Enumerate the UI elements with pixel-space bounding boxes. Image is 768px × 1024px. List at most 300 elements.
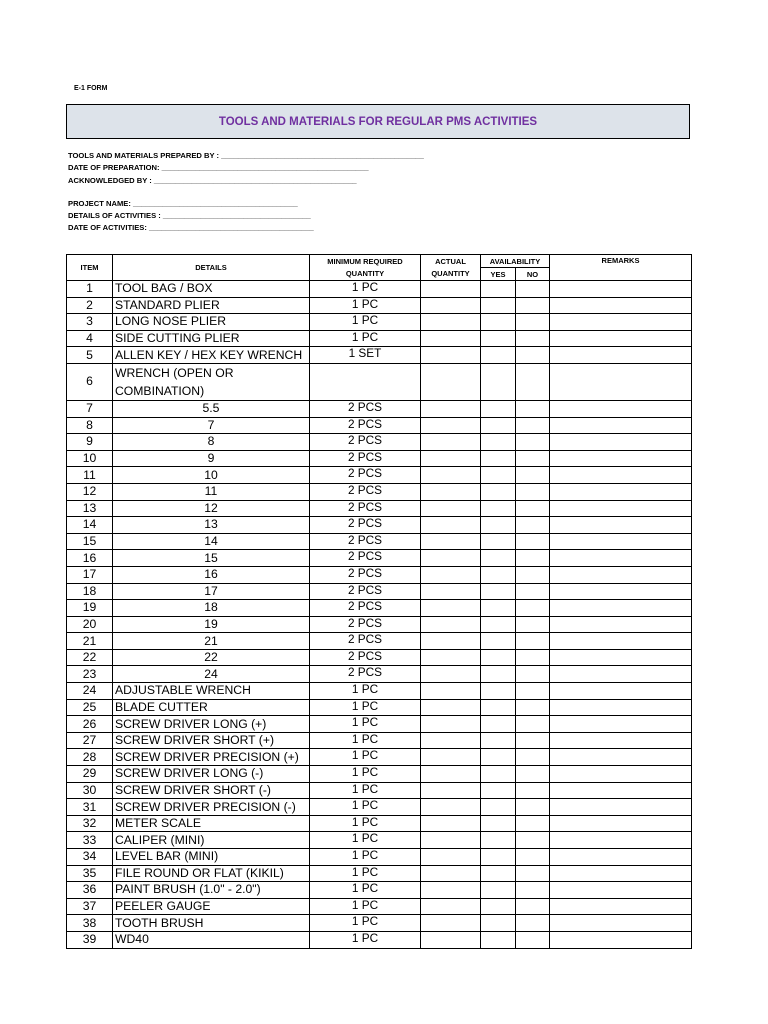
item-number-cell: 13 [67, 500, 113, 517]
item-number-cell: 16 [67, 550, 113, 567]
availability-no-cell[interactable] [516, 832, 550, 849]
header-remarks: REMARKS [550, 255, 692, 281]
details-cell: SCREW DRIVER SHORT (+) [113, 732, 310, 749]
availability-yes-cell[interactable] [481, 633, 516, 650]
actual-qty-cell[interactable] [421, 363, 481, 400]
availability-no-cell[interactable] [516, 483, 550, 500]
availability-no-cell[interactable] [516, 915, 550, 932]
availability-no-cell[interactable] [516, 766, 550, 783]
details-cell: WRENCH (OPEN OR COMBINATION) [113, 363, 310, 400]
availability-no-cell[interactable] [516, 297, 550, 314]
project-name-field[interactable]: PROJECT NAME: _______________________________________ [68, 199, 298, 208]
table-row [67, 799, 692, 816]
item-number-cell: 12 [67, 483, 113, 500]
availability-no-cell[interactable] [516, 882, 550, 899]
availability-yes-cell[interactable] [481, 467, 516, 484]
details-cell: PEELER GAUGE [113, 898, 310, 915]
min-qty-cell: 1 PC [310, 849, 421, 866]
item-number-cell: 7 [67, 400, 113, 417]
table-row [67, 550, 692, 567]
min-qty-cell: 1 PC [310, 732, 421, 749]
date-of-activities-field[interactable]: DATE OF ACTIVITIES: _______________________________________ [68, 223, 314, 232]
remarks-cell[interactable] [550, 434, 692, 451]
remarks-cell[interactable] [550, 400, 692, 417]
table-row [67, 898, 692, 915]
availability-no-cell[interactable] [516, 417, 550, 434]
remarks-cell[interactable] [550, 749, 692, 766]
min-qty-cell: 2 PCS [310, 583, 421, 600]
item-number-cell: 30 [67, 782, 113, 799]
details-cell: 19 [113, 616, 310, 633]
remarks-cell[interactable] [550, 314, 692, 331]
availability-yes-cell[interactable] [481, 330, 516, 347]
availability-no-cell[interactable] [516, 434, 550, 451]
details-cell: PAINT BRUSH (1.0" - 2.0") [113, 882, 310, 899]
table-row [67, 815, 692, 832]
details-cell: 10 [113, 467, 310, 484]
acknowledged-by-field[interactable]: ACKNOWLEDGED BY : ________________________________________________ [68, 176, 357, 185]
item-number-cell: 37 [67, 898, 113, 915]
remarks-cell[interactable] [550, 330, 692, 347]
actual-qty-cell[interactable] [421, 782, 481, 799]
actual-qty-cell[interactable] [421, 666, 481, 683]
table-row [67, 500, 692, 517]
header-yes: YES [481, 268, 516, 281]
availability-no-cell[interactable] [516, 400, 550, 417]
remarks-cell[interactable] [550, 533, 692, 550]
min-qty-cell: 1 PC [310, 314, 421, 331]
availability-yes-cell[interactable] [481, 666, 516, 683]
actual-qty-cell[interactable] [421, 766, 481, 783]
min-qty-cell: 2 PCS [310, 517, 421, 534]
details-cell: SCREW DRIVER LONG (-) [113, 766, 310, 783]
header-availability: AVAILABILITY [481, 255, 550, 268]
details-cell: 11 [113, 483, 310, 500]
remarks-cell[interactable] [550, 915, 692, 932]
actual-qty-cell[interactable] [421, 500, 481, 517]
availability-yes-cell[interactable] [481, 815, 516, 832]
availability-no-cell[interactable] [516, 347, 550, 364]
details-cell: 9 [113, 450, 310, 467]
min-qty-cell: 2 PCS [310, 550, 421, 567]
remarks-cell[interactable] [550, 865, 692, 882]
availability-yes-cell[interactable] [481, 363, 516, 400]
item-number-cell: 32 [67, 815, 113, 832]
min-qty-cell: 1 PC [310, 281, 421, 298]
availability-no-cell[interactable] [516, 865, 550, 882]
availability-no-cell[interactable] [516, 749, 550, 766]
availability-no-cell[interactable] [516, 616, 550, 633]
availability-yes-cell[interactable] [481, 898, 516, 915]
details-cell: SCREW DRIVER SHORT (-) [113, 782, 310, 799]
actual-qty-cell[interactable] [421, 517, 481, 534]
item-number-cell: 4 [67, 330, 113, 347]
availability-no-cell[interactable] [516, 849, 550, 866]
availability-no-cell[interactable] [516, 566, 550, 583]
availability-no-cell[interactable] [516, 716, 550, 733]
availability-no-cell[interactable] [516, 450, 550, 467]
item-number-cell: 2 [67, 297, 113, 314]
form-code: E-1 FORM [74, 85, 108, 92]
header-min-qty: MINIMUM REQUIRED QUANTITY [310, 255, 421, 281]
availability-yes-cell[interactable] [481, 517, 516, 534]
availability-no-cell[interactable] [516, 699, 550, 716]
actual-qty-cell[interactable] [421, 566, 481, 583]
table-row [67, 699, 692, 716]
item-number-cell: 25 [67, 699, 113, 716]
availability-yes-cell[interactable] [481, 732, 516, 749]
details-cell: ALLEN KEY / HEX KEY WRENCH [113, 347, 310, 364]
remarks-cell[interactable] [550, 347, 692, 364]
min-qty-cell: 1 PC [310, 330, 421, 347]
actual-qty-cell[interactable] [421, 699, 481, 716]
actual-qty-cell[interactable] [421, 882, 481, 899]
details-cell: ADJUSTABLE WRENCH [113, 683, 310, 700]
availability-no-cell[interactable] [516, 683, 550, 700]
item-number-cell: 36 [67, 882, 113, 899]
availability-yes-cell[interactable] [481, 297, 516, 314]
item-number-cell: 29 [67, 766, 113, 783]
header-details: DETAILS [113, 255, 310, 281]
availability-no-cell[interactable] [516, 533, 550, 550]
min-qty-cell: 1 PC [310, 699, 421, 716]
remarks-cell[interactable] [550, 699, 692, 716]
remarks-cell[interactable] [550, 832, 692, 849]
details-cell: 24 [113, 666, 310, 683]
min-qty-cell: 2 PCS [310, 483, 421, 500]
min-qty-cell: 2 PCS [310, 450, 421, 467]
table-row [67, 400, 692, 417]
table-row [67, 347, 692, 364]
item-number-cell: 22 [67, 649, 113, 666]
availability-no-cell[interactable] [516, 931, 550, 948]
availability-yes-cell[interactable] [481, 616, 516, 633]
availability-yes-cell[interactable] [481, 533, 516, 550]
item-number-cell: 11 [67, 467, 113, 484]
min-qty-cell: 1 SET [310, 347, 421, 364]
header-item: ITEM [67, 255, 113, 281]
actual-qty-cell[interactable] [421, 915, 481, 932]
item-number-cell: 14 [67, 517, 113, 534]
details-cell: SIDE CUTTING PLIER [113, 330, 310, 347]
table-row [67, 483, 692, 500]
remarks-cell[interactable] [550, 450, 692, 467]
details-cell: 12 [113, 500, 310, 517]
item-number-cell: 18 [67, 583, 113, 600]
details-cell: 14 [113, 533, 310, 550]
details-cell: SCREW DRIVER LONG (+) [113, 716, 310, 733]
details-cell: 8 [113, 434, 310, 451]
actual-qty-cell[interactable] [421, 467, 481, 484]
remarks-cell[interactable] [550, 616, 692, 633]
actual-qty-cell[interactable] [421, 400, 481, 417]
item-number-cell: 26 [67, 716, 113, 733]
remarks-cell[interactable] [550, 467, 692, 484]
min-qty-cell: 1 PC [310, 865, 421, 882]
min-qty-cell: 2 PCS [310, 616, 421, 633]
actual-qty-cell[interactable] [421, 483, 481, 500]
min-qty-cell: 2 PCS [310, 566, 421, 583]
details-cell: 16 [113, 566, 310, 583]
min-qty-cell [310, 363, 421, 400]
remarks-cell[interactable] [550, 649, 692, 666]
remarks-cell[interactable] [550, 716, 692, 733]
availability-yes-cell[interactable] [481, 583, 516, 600]
details-cell: TOOL BAG / BOX [113, 281, 310, 298]
actual-qty-cell[interactable] [421, 450, 481, 467]
availability-yes-cell[interactable] [481, 566, 516, 583]
actual-qty-cell[interactable] [421, 749, 481, 766]
availability-no-cell[interactable] [516, 281, 550, 298]
availability-yes-cell[interactable] [481, 550, 516, 567]
details-cell: 13 [113, 517, 310, 534]
table-row [67, 434, 692, 451]
availability-yes-cell[interactable] [481, 314, 516, 331]
remarks-cell[interactable] [550, 297, 692, 314]
min-qty-cell: 1 PC [310, 716, 421, 733]
availability-no-cell[interactable] [516, 314, 550, 331]
actual-qty-cell[interactable] [421, 281, 481, 298]
item-number-cell: 23 [67, 666, 113, 683]
availability-yes-cell[interactable] [481, 799, 516, 816]
min-qty-cell: 1 PC [310, 683, 421, 700]
table-row [67, 666, 692, 683]
availability-yes-cell[interactable] [481, 882, 516, 899]
availability-yes-cell[interactable] [481, 500, 516, 517]
actual-qty-cell[interactable] [421, 434, 481, 451]
min-qty-cell: 1 PC [310, 832, 421, 849]
availability-yes-cell[interactable] [481, 931, 516, 948]
actual-qty-cell[interactable] [421, 297, 481, 314]
availability-no-cell[interactable] [516, 600, 550, 617]
table-row [67, 281, 692, 298]
remarks-cell[interactable] [550, 417, 692, 434]
remarks-cell[interactable] [550, 583, 692, 600]
min-qty-cell: 2 PCS [310, 600, 421, 617]
min-qty-cell: 1 PC [310, 815, 421, 832]
details-cell: 22 [113, 649, 310, 666]
min-qty-cell: 1 PC [310, 749, 421, 766]
actual-qty-cell[interactable] [421, 330, 481, 347]
availability-yes-cell[interactable] [481, 483, 516, 500]
availability-no-cell[interactable] [516, 550, 550, 567]
table-row [67, 633, 692, 650]
item-number-cell: 28 [67, 749, 113, 766]
remarks-cell[interactable] [550, 799, 692, 816]
actual-qty-cell[interactable] [421, 832, 481, 849]
item-number-cell: 1 [67, 281, 113, 298]
availability-yes-cell[interactable] [481, 400, 516, 417]
actual-qty-cell[interactable] [421, 799, 481, 816]
availability-yes-cell[interactable] [481, 450, 516, 467]
remarks-cell[interactable] [550, 766, 692, 783]
item-number-cell: 24 [67, 683, 113, 700]
availability-no-cell[interactable] [516, 500, 550, 517]
actual-qty-cell[interactable] [421, 649, 481, 666]
details-cell: 17 [113, 583, 310, 600]
availability-yes-cell[interactable] [481, 766, 516, 783]
remarks-cell[interactable] [550, 550, 692, 567]
availability-no-cell[interactable] [516, 330, 550, 347]
actual-qty-cell[interactable] [421, 931, 481, 948]
availability-yes-cell[interactable] [481, 849, 516, 866]
actual-qty-cell[interactable] [421, 533, 481, 550]
availability-yes-cell[interactable] [481, 749, 516, 766]
table-row [67, 931, 692, 948]
availability-no-cell[interactable] [516, 467, 550, 484]
min-qty-cell: 1 PC [310, 915, 421, 932]
min-qty-cell: 2 PCS [310, 467, 421, 484]
header-actual-qty: ACTUAL QUANTITY [421, 255, 481, 281]
table-row [67, 450, 692, 467]
availability-no-cell[interactable] [516, 649, 550, 666]
availability-yes-cell[interactable] [481, 347, 516, 364]
details-cell: BLADE CUTTER [113, 699, 310, 716]
item-number-cell: 34 [67, 849, 113, 866]
actual-qty-cell[interactable] [421, 716, 481, 733]
remarks-cell[interactable] [550, 683, 692, 700]
details-of-activities-field[interactable]: DETAILS OF ACTIVITIES : ___________________________________ [68, 211, 311, 220]
actual-qty-cell[interactable] [421, 616, 481, 633]
actual-qty-cell[interactable] [421, 314, 481, 331]
item-number-cell: 19 [67, 600, 113, 617]
remarks-cell[interactable] [550, 931, 692, 948]
remarks-cell[interactable] [550, 882, 692, 899]
remarks-cell[interactable] [550, 483, 692, 500]
form-title: TOOLS AND MATERIALS FOR REGULAR PMS ACTIVITIES [218, 115, 538, 128]
min-qty-cell: 1 PC [310, 931, 421, 948]
table-row [67, 583, 692, 600]
details-cell: TOOTH BRUSH [113, 915, 310, 932]
actual-qty-cell[interactable] [421, 898, 481, 915]
actual-qty-cell[interactable] [421, 417, 481, 434]
availability-yes-cell[interactable] [481, 683, 516, 700]
min-qty-cell: 2 PCS [310, 417, 421, 434]
remarks-cell[interactable] [550, 898, 692, 915]
table-row [67, 566, 692, 583]
availability-yes-cell[interactable] [481, 417, 516, 434]
table-row [67, 732, 692, 749]
availability-yes-cell[interactable] [481, 699, 516, 716]
availability-yes-cell[interactable] [481, 281, 516, 298]
availability-no-cell[interactable] [516, 363, 550, 400]
min-qty-cell: 2 PCS [310, 666, 421, 683]
details-cell: LONG NOSE PLIER [113, 314, 310, 331]
table-row [67, 616, 692, 633]
table-row [67, 417, 692, 434]
details-cell: 5.5 [113, 400, 310, 417]
item-number-cell: 17 [67, 566, 113, 583]
date-of-preparation-field[interactable]: DATE OF PREPARATION: _________________________________________________ [68, 163, 369, 172]
availability-no-cell[interactable] [516, 799, 550, 816]
details-cell: SCREW DRIVER PRECISION (+) [113, 749, 310, 766]
availability-yes-cell[interactable] [481, 832, 516, 849]
prepared-by-field[interactable]: TOOLS AND MATERIALS PREPARED BY : ________________________________________________ [68, 151, 424, 160]
availability-no-cell[interactable] [516, 583, 550, 600]
remarks-cell[interactable] [550, 517, 692, 534]
availability-yes-cell[interactable] [481, 434, 516, 451]
table-row [67, 330, 692, 347]
actual-qty-cell[interactable] [421, 633, 481, 650]
actual-qty-cell[interactable] [421, 550, 481, 567]
table-row [67, 832, 692, 849]
availability-no-cell[interactable] [516, 666, 550, 683]
item-number-cell: 6 [67, 363, 113, 400]
min-qty-cell: 1 PC [310, 766, 421, 783]
remarks-cell[interactable] [550, 566, 692, 583]
actual-qty-cell[interactable] [421, 583, 481, 600]
availability-yes-cell[interactable] [481, 600, 516, 617]
details-cell: 15 [113, 550, 310, 567]
remarks-cell[interactable] [550, 732, 692, 749]
min-qty-cell: 2 PCS [310, 633, 421, 650]
min-qty-cell: 1 PC [310, 898, 421, 915]
availability-no-cell[interactable] [516, 782, 550, 799]
table-row [67, 517, 692, 534]
availability-yes-cell[interactable] [481, 865, 516, 882]
item-number-cell: 38 [67, 915, 113, 932]
table-row [67, 915, 692, 932]
details-cell: SCREW DRIVER PRECISION (-) [113, 799, 310, 816]
item-number-cell: 33 [67, 832, 113, 849]
remarks-cell[interactable] [550, 815, 692, 832]
actual-qty-cell[interactable] [421, 849, 481, 866]
availability-no-cell[interactable] [516, 815, 550, 832]
remarks-cell[interactable] [550, 500, 692, 517]
item-number-cell: 39 [67, 931, 113, 948]
table-row [67, 533, 692, 550]
details-cell: 21 [113, 633, 310, 650]
details-cell: METER SCALE [113, 815, 310, 832]
details-cell: WD40 [113, 931, 310, 948]
item-number-cell: 5 [67, 347, 113, 364]
remarks-cell[interactable] [550, 782, 692, 799]
header-no: NO [516, 268, 550, 281]
remarks-cell[interactable] [550, 666, 692, 683]
availability-no-cell[interactable] [516, 732, 550, 749]
availability-yes-cell[interactable] [481, 716, 516, 733]
min-qty-cell: 1 PC [310, 297, 421, 314]
table-row [67, 882, 692, 899]
tools-table [66, 254, 692, 949]
availability-yes-cell[interactable] [481, 915, 516, 932]
remarks-cell[interactable] [550, 849, 692, 866]
remarks-cell[interactable] [550, 281, 692, 298]
actual-qty-cell[interactable] [421, 865, 481, 882]
actual-qty-cell[interactable] [421, 600, 481, 617]
min-qty-cell: 2 PCS [310, 533, 421, 550]
table-row [67, 782, 692, 799]
availability-yes-cell[interactable] [481, 782, 516, 799]
remarks-cell[interactable] [550, 600, 692, 617]
availability-no-cell[interactable] [516, 898, 550, 915]
actual-qty-cell[interactable] [421, 683, 481, 700]
item-number-cell: 20 [67, 616, 113, 633]
actual-qty-cell[interactable] [421, 347, 481, 364]
availability-yes-cell[interactable] [481, 649, 516, 666]
table-row [67, 649, 692, 666]
min-qty-cell: 2 PCS [310, 500, 421, 517]
item-number-cell: 9 [67, 434, 113, 451]
table-row [67, 865, 692, 882]
availability-no-cell[interactable] [516, 517, 550, 534]
availability-no-cell[interactable] [516, 633, 550, 650]
table-row [67, 600, 692, 617]
actual-qty-cell[interactable] [421, 815, 481, 832]
actual-qty-cell[interactable] [421, 732, 481, 749]
remarks-cell[interactable] [550, 363, 692, 400]
remarks-cell[interactable] [550, 633, 692, 650]
